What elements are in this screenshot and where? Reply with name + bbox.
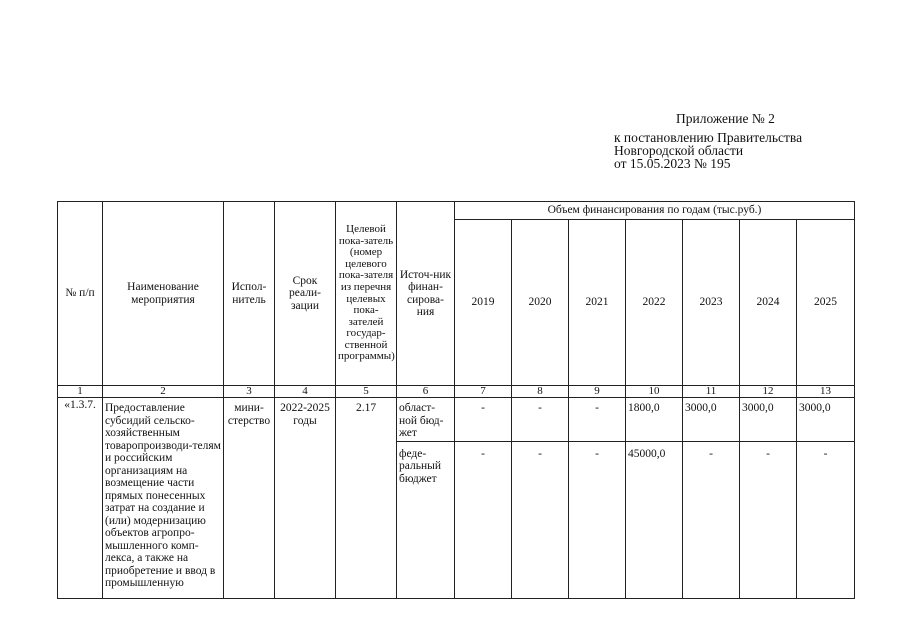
- column-number: 13: [797, 386, 855, 398]
- column-number: 5: [336, 386, 397, 398]
- row-name: Предоставление субсидий сельско-хозяйственным товаропроизводи-телям и российским организациям на возмещение части прямых понесенных затрат на создание и (или) модернизацию объектов агропро-мышленного комп-лекса, а также на приобретение и ввод в промышленную: [103, 398, 224, 599]
- column-number: 1: [58, 386, 103, 398]
- col-header-year: 2024: [740, 220, 797, 386]
- column-number: 9: [569, 386, 626, 398]
- row-value: 1800,0: [626, 398, 683, 442]
- row-value: 3000,0: [797, 398, 855, 442]
- table-row: [58, 398, 855, 442]
- row-value: -: [512, 441, 569, 599]
- column-number: 7: [455, 386, 512, 398]
- column-number: 6: [397, 386, 455, 398]
- col-header-executor: Испол-нитель: [224, 202, 275, 386]
- col-header-year: 2021: [569, 220, 626, 386]
- row-value: -: [569, 441, 626, 599]
- col-header-year: 2025: [797, 220, 855, 386]
- column-number: 8: [512, 386, 569, 398]
- row-value: -: [512, 398, 569, 442]
- row-value: -: [455, 441, 512, 599]
- column-number: 12: [740, 386, 797, 398]
- col-header-source: Источ-ник финан-сирова-ния: [397, 202, 455, 386]
- header-line-2: к постановлению Правительства: [614, 130, 803, 145]
- row-value: -: [740, 441, 797, 599]
- appendix-title: Приложение № 2: [676, 111, 775, 126]
- row-value: 3000,0: [740, 398, 797, 442]
- row-value: -: [797, 441, 855, 599]
- row-value: 45000,0: [626, 441, 683, 599]
- header-line-4: от 15.05.2023 № 195: [614, 156, 731, 171]
- col-header-year: 2023: [683, 220, 740, 386]
- col-header-year: 2020: [512, 220, 569, 386]
- row-value: -: [455, 398, 512, 442]
- row-term: 2022-2025 годы: [275, 398, 336, 599]
- column-number: 2: [103, 386, 224, 398]
- col-header-term: Срок реали-зации: [275, 202, 336, 386]
- col-header-funding: Объем финансирования по годам (тыс.руб.): [455, 202, 855, 220]
- col-header-name: Наименование мероприятия: [103, 202, 224, 386]
- row-value: -: [569, 398, 626, 442]
- document-header: [614, 112, 802, 170]
- header-line-3: Новгородской области: [614, 143, 744, 158]
- column-number: 11: [683, 386, 740, 398]
- row-target: 2.17: [336, 398, 397, 599]
- col-header-year: 2019: [455, 220, 512, 386]
- column-number-row: [58, 386, 855, 398]
- row-value: 3000,0: [683, 398, 740, 442]
- row-source-federal: феде-ральный бюджет: [397, 441, 455, 599]
- column-number: 4: [275, 386, 336, 398]
- column-number: 3: [224, 386, 275, 398]
- col-header-num: № п/п: [58, 202, 103, 386]
- row-executor: мини-стерство: [224, 398, 275, 599]
- row-source-regional: област-ной бюд-жет: [397, 398, 455, 442]
- row-num: «1.3.7.: [58, 398, 103, 599]
- col-header-year: 2022: [626, 220, 683, 386]
- row-value: -: [683, 441, 740, 599]
- column-number: 10: [626, 386, 683, 398]
- funding-table: [57, 201, 855, 599]
- col-header-target: Целевой пока-затель (номер целевого пока-зателя из перечня целевых пока-зателей государ-ственной программы): [336, 202, 397, 386]
